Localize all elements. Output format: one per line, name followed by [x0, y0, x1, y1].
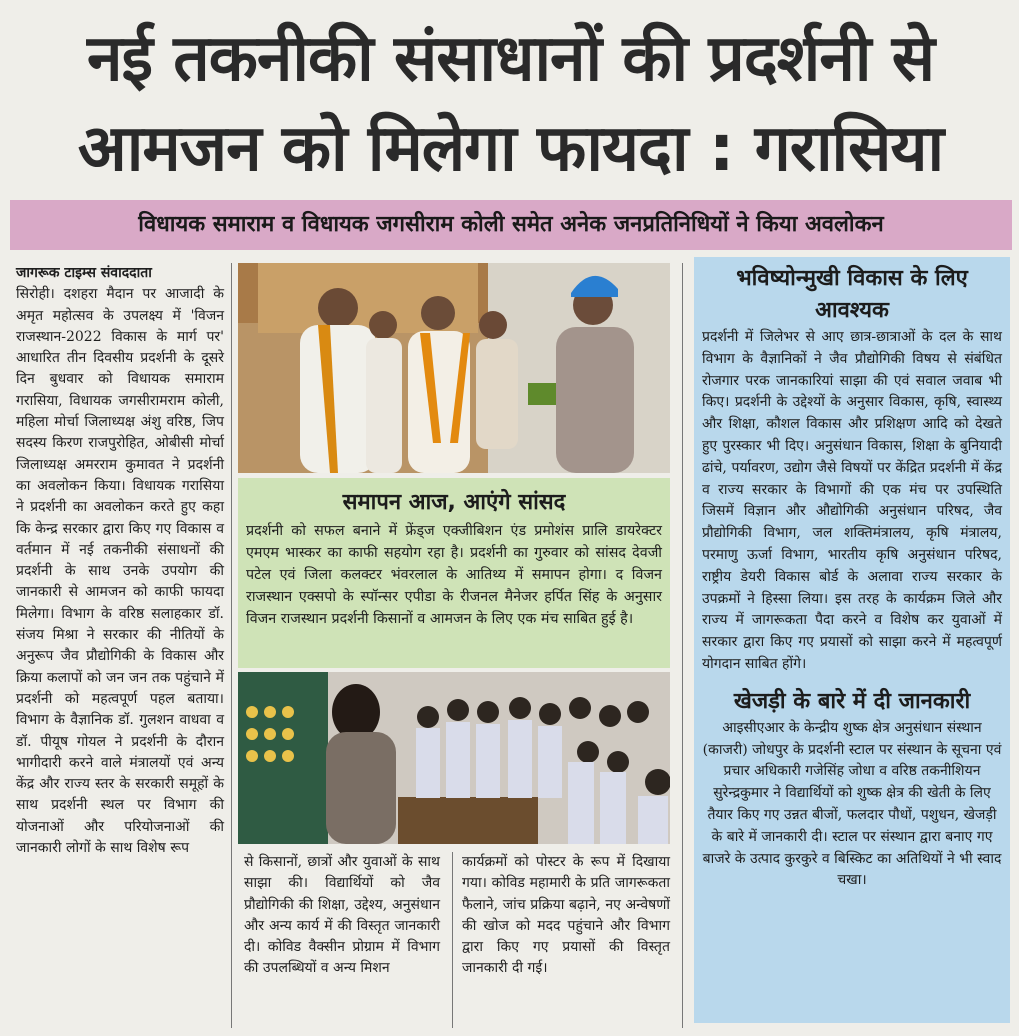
column-3: कार्यक्रमों को पोस्टर के रूप में दिखाया गया। कोविड महामारी के प्रति जागरूकता फैलाने, जांच प्रक्रिया बढ़ाने, नए अन्वेषणों की खोज को मदद पहुंचाने और विभाग द्वारा किए गए प्रयासों की विस्तृत जानकारी दी गई। [462, 854, 670, 977]
box-body: प्रदर्शनी को सफल बनाने में फ्रेंड्ज एक्जीबिशन एंड प्रमोशंस प्रालि डायरेक्टर एमएम भास्कर का काफी सहयोग रहा है। प्रदर्शनी का गुरुवार को सांसद देवजी पटेल एवं जिला कलक्टर भंवरलाल के आतिथ्य में समापन होगा। द विजन राजस्थान एक्सपो के स्पॉन्सर एपीडा के रीजनल मैनेजर हर्पित सिंह के अनुसार विजन राजस्थान प्रदर्शनी किसानों व आमजन के लिए एक मंच साबित हुई है। [246, 523, 662, 627]
column-1-body: सिरोही। दशहरा मैदान पर आजादी के अमृत महोत्सव के उपलक्ष्य में 'विजन राजस्थान-2022 विकास के मार्ग पर' आधारित तीन दिवसीय प्रदर्शनी के दूसरे दिन बुधवार को विधायक समाराम गरासिया, विधायक जगसीरामराम कोली, महिला मोर्चा जिलाध्यक्ष अंशु वरिष्ठ, जिप सदस्य किरण राजपुरोहित, ओबीसी मोर्चा जिलाध्यक्ष अमरराम कुमावत ने प्रदर्शनी का अवलोकन किया। विधायक गरासिया ने प्रदर्शनी का अवलोकन करते हुए कहा कि केन्द्र सरकार द्वारा किए गए विकास व वर्तमान में नई तकनीकी संसाधनों की प्रदर्शनी के साथ उनके उपयोग की जानकारी से आमजन को काफी फायदा मिलेगा। विभाग के वरिष्ठ सलाहकार डॉ. संजय मिश्रा ने सरकार की नीतियों के अनुरूप जैव प्रौद्योगिकी के विकास और क्रिया कलापों को जन जन तक पहुंचाने में प्रदर्शनी को महत्वपूर्ण पहल बताया। विभाग के वैज्ञानिक डॉ. गुलशन वाधवा व डॉ. पीयूष गोयल ने प्रदर्शनी के दौरान भागीदारी करने वाले मंत्रालयों एवं अन्य केंद्र और राज्य स्तर के सरकारी समूहों के साथ प्रदर्शनी स्थल पर विभाग की योजनाओं और परियोजनाओं की जानकारी लोगों के साथ विशेष रूप [16, 286, 224, 857]
box-body: प्रदर्शनी में जिलेभर से आए छात्र-छात्राओं के दल के साथ विभाग के वैज्ञानिकों ने जैव प्रौद्योगिकी विषय से संबंधित रोजगार परक जानकारियां साझा की एवं सवाल जवाब भी किए। प्रदर्शनी के उद्देश्यों के अनुसार विकास, कृषि, स्वास्थ्य और शिक्षा, कौशल विकास और प्रशिक्षण आदि को देखते हुए पुरस्कार भी दिए। अनुसंधान विकास, शिक्षा के बुनियादी ढांचे, पर्यावरण, उद्योग जैसे विषयों पर केंद्रित प्रदर्शनी में केंद्र व राज्य सरकार के विभागों की एक मंच पर उपस्थिति जिसमें विज्ञान और औद्योगिकी अनुसंधान परिषद, जैव प्रौद्योगिकी विभाग, जल शक्तिमंत्रालय, कृषि मंत्रालय, परमाणु ऊर्जा विभाग, भारतीय कृषि अनुसंधान परिषद, राष्ट्रीय डेयरी विकास बोर्ड के अलावा राज्य सरकार के उपक्रमों ने हिस्सा लिया। इस तरह के कार्यक्रम जिले और राज्य में जागरूकता पैदा करने व विशेष कर युवाओं में सरकार द्वारा किए गए प्रयासों को साझा करने में महत्वपूर्ण योगदान साबित होंगे। [702, 329, 1002, 672]
box-body: आइसीएआर के केन्द्रीय शुष्क क्षेत्र अनुसंधान संस्थान (काजरी) जोधपुर के प्रदर्शनी स्टाल पर संस्थान के सूचना एवं प्रचार अधिकारी गजेसिंह जोधा व वरिष्ठ तकनीशियन सुरेन्द्रकुमार ने विद्यार्थियों को शुष्क क्षेत्र की खेती के लिए तैयार किए गए उन्नत बीजों, फलदार पौधों, पशुधन, खेजड़ी के बारे में जानकारी दी। स्टाल पर संस्थान द्वारा बनाए गए बाजरे के उत्पाद कुरकुरे व बिस्किट का अतिथियों ने भी स्वाद चखा। [702, 719, 1002, 889]
column-divider [452, 852, 453, 1028]
headline: नई तकनीकी संसाधानों की प्रदर्शनी से आमजन को मिलेगा फायदा : गरासिया [77, 22, 944, 186]
info-box-samapan [238, 478, 670, 668]
column-1 [16, 263, 224, 859]
sidebar-boxes [694, 257, 1010, 1023]
column-divider [231, 263, 232, 1028]
column-divider [682, 263, 683, 1028]
photo-dignitaries [238, 263, 670, 473]
box-title: समापन आज, आएंगे सांसद [342, 490, 566, 515]
box-title: भविष्योन्मुखी विकास के लिए आवश्यक [736, 266, 968, 323]
box-title: खेजड़ी के बारे में दी जानकारी [733, 688, 971, 714]
photo-students [238, 672, 670, 844]
column-2: से किसानों, छात्रों और युवाओं के साथ साझा की। विद्यार्थियों को जैव प्रौद्योगिकी की शिक्षा, उद्देश्य, अनुसंधान और अन्य कार्य में की विस्तृत जानकारी दी। कोविड वैक्सीन प्रोग्राम में विभाग की उपलब्धियों व अन्य मिशन [244, 854, 440, 977]
subheadline-band: विधायक समाराम व विधायक जगसीराम कोली समेत अनेक जनप्रतिनिधियों ने किया अवलोकन [10, 200, 1012, 250]
dateline: जागरूक टाइम्स संवाददाता [16, 265, 152, 281]
